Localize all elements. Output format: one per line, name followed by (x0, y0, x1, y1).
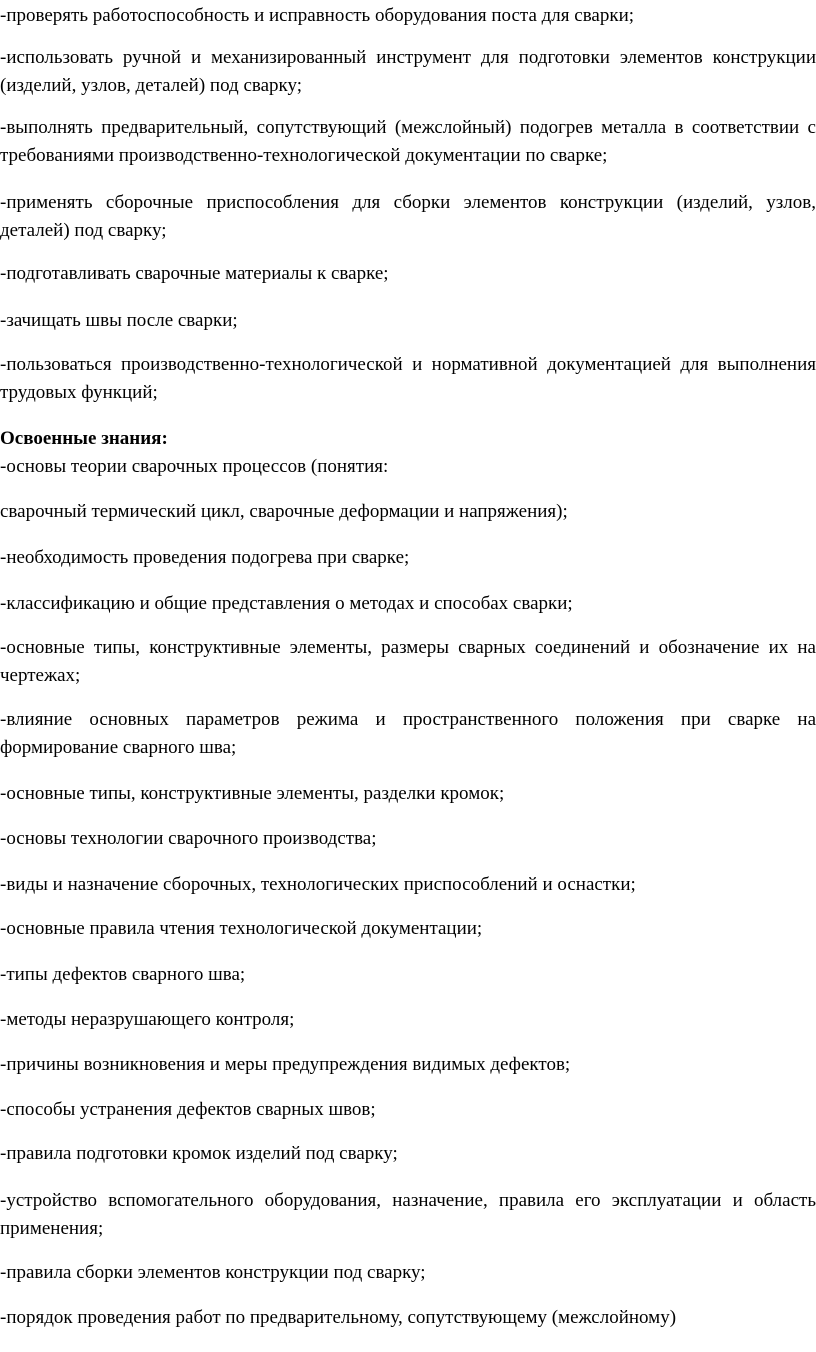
knowledge-item: -основы теории сварочных процессов (понятия: (0, 456, 389, 477)
knowledge-item: -основные типы, конструктивные элементы, размеры сварных соединений и обозначение их на чертежах; (0, 637, 816, 686)
knowledge-item: -основы технологии сварочного производства; (0, 828, 377, 849)
skill-item: -проверять работоспособность и исправность оборудования поста для сварки; (0, 5, 635, 26)
skill-item: -зачищать швы после сварки; (0, 310, 238, 331)
skill-item: -подготавливать сварочные материалы к сварке; (0, 263, 389, 284)
knowledge-item: -основные типы, конструктивные элементы, разделки кромок; (0, 783, 505, 804)
knowledge-item: -правила сборки элементов конструкции под сварку; (0, 1262, 426, 1283)
skill-item: -пользоваться производственно-технологической и нормативной документацией для выполнения трудовых функций; (0, 354, 816, 403)
knowledge-item: -устройство вспомогательного оборудования, назначение, правила его эксплуатации и область применения; (0, 1190, 816, 1239)
skill-item: -применять сборочные приспособления для сборки элементов конструкции (изделий, узлов, деталей) под сварку; (0, 192, 816, 241)
knowledge-item: -причины возникновения и меры предупреждения видимых дефектов; (0, 1054, 571, 1075)
knowledge-item: -классификацию и общие представления о методах и способах сварки; (0, 593, 573, 614)
knowledge-item: -основные правила чтения технологической документации; (0, 918, 483, 939)
knowledge-item: -методы неразрушающего контроля; (0, 1009, 295, 1030)
skill-item: -выполнять предварительный, сопутствующий (межслойный) подогрев металла в соответствии с требованиями производственно-технологической документации по сварке; (0, 117, 816, 166)
knowledge-item: -правила подготовки кромок изделий под сварку; (0, 1143, 398, 1164)
section-heading: Освоенные знания: (0, 428, 168, 449)
knowledge-item: -необходимость проведения подогрева при сварке; (0, 547, 410, 568)
knowledge-item: -порядок проведения работ по предварительному, сопутствующему (межслойному) (0, 1307, 677, 1328)
knowledge-item: -типы дефектов сварного шва; (0, 964, 246, 985)
knowledge-item: -виды и назначение сборочных, технологических приспособлений и оснастки; (0, 874, 636, 895)
knowledge-item: сварочный термический цикл, сварочные деформации и напряжения); (0, 501, 568, 522)
knowledge-item: -способы устранения дефектов сварных швов; (0, 1099, 376, 1120)
knowledge-item: -влияние основных параметров режима и пространственного положения при сварке на формирование сварного шва; (0, 709, 816, 758)
skill-item: -использовать ручной и механизированный инструмент для подготовки элементов конструкции (изделий, узлов, деталей) под сварку; (0, 47, 816, 96)
